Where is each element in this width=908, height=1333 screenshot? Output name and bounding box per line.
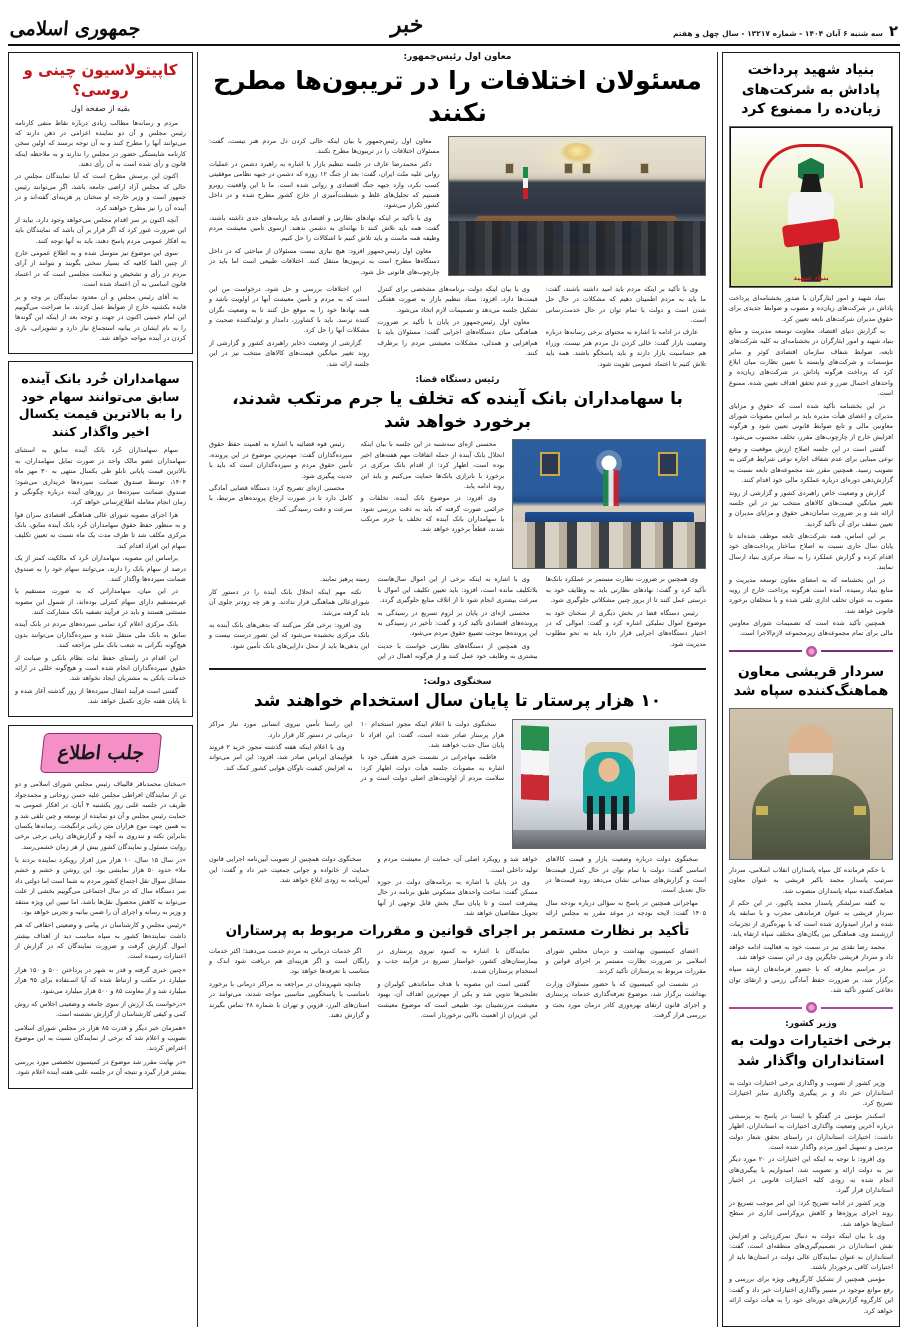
photo-press-conference <box>512 719 706 849</box>
ornament-line-right <box>821 650 894 652</box>
right-column <box>8 52 193 1327</box>
headline-judiciary-bank: با سهامداران بانک آینده که تخلف یا جرم مرتکب شدند، برخورد خواهد شد <box>232 388 683 432</box>
ornament-line-right-2 <box>821 1007 894 1009</box>
right-story-capitulation <box>8 52 193 354</box>
column-separator-right <box>197 52 198 1327</box>
story-nurses-hiring <box>209 677 706 918</box>
body-vice-president-lead: معاون اول رئیس‌جمهور با بیان اینکه خالی کردن دل مردم هنر نیست، گفت: مسئولان اختلافات را در تریبون‌ها مطرح نکنند. دکتر محمدرضا عارف در جلسه تنظیم بازار با اشاره به راهبرد دشمن در عملیات روانی علیه ملت ایران، گفت: بعد از جنگ ۱۲ روزه که دشمن در جبهه نظامی موفقیتی کسب نکرد، وارد جبهه جنگ اقتصادی و روانی شده است. ما با این واقعیت روبرو هستیم که تحلیل‌های غلط و شیطنت‌آمیزی از خارج کشور مطرح شده و در داخل کشور تکرار می‌شود. وی با تأکید بر اینکه نهادهای نظارتی و اقتصادی باید برنامه‌های جدی داشته باشند، گفت: همه باید تلاش کنند تا بهانه‌ای به دشمن ندهند. ازسوی تأمین معیشت مردم وظیفه همه ماست و باید تلاش کنیم تا اشکالات را حل کنیم. معاون اول رئیس‌جمهور افزود: هیچ نیازی نیست مسئولان از مباحثی که در داخل دستگاه‌ها مطرح است به تریبون‌ها منتقل کنند. اختلافات طبیعی است اما باید در چارچوب‌های قانونی حل شود. <box>209 137 440 276</box>
right-story-shareholders <box>8 361 193 717</box>
ornament-divider-2 <box>729 1002 893 1013</box>
left-story-shahid-foundation <box>722 52 900 1327</box>
commander-uniform <box>752 775 870 859</box>
issue-date-line: سه شنبه ۶ آبان ۱۴۰۴ - شماره ۱۳۲۱۷ - سال چهل و هفتم <box>672 29 883 38</box>
right-story-jalb-etela <box>8 725 193 1088</box>
body-nurses-oversight: اعضای کمیسیون بهداشت و درمان مجلس شورای اسلامی بر ضرورت نظارت مستمر بر اجرای قوانین و مقررات مربوط به پرستاران تأکید کردند. در نشست این کمیسیون که با حضور مسئولان وزارت بهداشت برگزار شد، موضوع تعرفه‌گذاری خدمات پرستاری و اجرای قانون ارتقای بهره‌وری کادر درمان مورد بحث و بررسی قرار گرفت. نمایندگان با اشاره به کمبود نیروی پرستاری در بیمارستان‌های کشور، خواستار تسریع در فرآیند جذب و استخدام پرستاران شدند. گفتنی است این مصوبه با هدف ساماندهی کولبران و تعلنجی‌ها تدوین شد و یکی از مهم‌ترین اهداف آن، بهبود معیشت مرزنشینان بود. طبیعی است که موضوع معیشت این عزیزان از اهمیت بالایی برخوردار است. اگر خدمات درمانی به مردم خدمت می‌دهند؛ اکثر خدمات رایگان است و اگر هزینه‌ای هم دریافت شود اندک و متناسب با تعرفه‌ها خواهد بود. چنانچه شهروندان در مراجعه به مراکز درمانی با برخورد نامناسب یا پاسخگویی مناسبی مواجه شدند، می‌توانند در استان‌های البرز، قزوین و تهران با شماره ۲۸ تماس بگیرند و گزارش دهند. <box>209 946 706 1019</box>
photo-judiciary-council <box>512 439 706 569</box>
continued-from-note: بقیه از صفحه اول <box>71 103 130 113</box>
body-shahid-foundation: بنیاد شهید و امور ایثارگران با صدور بخشنامه‌ای پرداخت پاداش در شرکت‌های زیان‌ده و مصوب و ضوابط جدیدی برای حقوق مدیران شرکت‌های تابعه تعیین کرد. به گزارش دنیای اقتصاد، معاونت توسعه مدیریت و منابع بنیاد شهید و امور ایثارگران در بخشنامه‌ای به کلیه شرکت‌های تابعه، ضوابط شفاف سازمان اقتصادی کوثر و سایر مؤسسات و شرکت‌های وابسته با تعیین نظارت میان ابلاغ کرد که پرداخت هرگونه پاداش در شرکت‌های زیان‌ده و واحدهای احتمال ضرر و عدم تحقق اهداف تعیین شده، ممنوع است. در این بخشنامه تأکید شده است که حقوق و مزایای مدیران و اعضای هیأت مدیره باید بر اساس مصوبات شورای معاونین مالی و تابع ضوابط قانونی تعیین شود و هرگونه افزایش خارج از چارچوب‌های مقرر، تخلف محسوب می‌شود. گفتنی است در این جلسه اصلاح ارزش موقعیت و وضع نوعی مبنایی برای عدم شفاف اجاره نوعی شرایط فرکتی به تصویب رسید. همچنین مقرر شد مجموعه‌های تابعه نسبت به گزارش‌دهی دوره‌ای درباره عملکرد مالی خود اقدام کنند. گزارش و وضعیت خاص راهبردی کشور و گزارشی از روند تغییر میانگین قیمت‌های کالاهای منتخب نیز در این جلسه ارائه شد و بر ضرورت سامان‌دهی حقوق و مزایای مدیران و تعیین سقف برای آن تأکید گردید. بر این اساس، همه شرکت‌های تابعه موظف شده‌اند تا پایان سال جاری نسبت به اصلاح ساختار پرداخت‌های خود اقدام کرده و گزارش عملکرد را به ستاد مرکزی بنیاد ارسال نمایند. در این بخشنامه که به امضای معاون توسعه مدیریت و منابع بنیاد رسیده، آمده است هرگونه پرداخت خارج از رویه مصوب به عنوان تخلف اداری تلقی شده و با متخلفان برخورد قانونی خواهد شد. همچنین تأکید شده است که تصمیمات شورای معاونین مالی برای تمام مجموعه‌های زیرمجموعه لازم‌الاجرا است. <box>729 293 893 638</box>
body-nurses-rest: سخنگوی دولت درباره وضعیت بازار و قیمت کالاهای اساسی گفت: دولت با تمام توان در حال کنترل قیمت‌ها است و گزارش‌های میدانی نشان می‌دهد روند قیمت‌ها در حال تعدیل است. مهاجرانی همچنین در پاسخ به سؤالی درباره بودجه سال ۱۴۰۵ گفت: لایحه بودجه در موعد مقرر به مجلس ارائه خواهد شد و رویکرد اصلی آن، حمایت از معیشت مردم و تولید داخلی است. وی در پایان با اشاره به برنامه‌های دولت در حوزه مسکن گفت: ساخت واحدهای مسکونی طبق برنامه در حال پیشرفت است و تا پایان سال بخش قابل توجهی از آنها تحویل متقاضیان خواهد شد. سخنگوی دولت همچنین از تصویب آیین‌نامه اجرایی قانون حمایت از خانواده و جوانی جمعیت خبر داد و گفت: این آیین‌نامه به زودی ابلاغ خواهد شد. <box>209 855 706 918</box>
kicker-vice-president: معاون اول رئیس‌جمهور: <box>403 52 512 62</box>
body-judiciary-rest: وی همچنین بر ضرورت نظارت مستمر بر عملکرد بانک‌ها تأکید کرد و گفت: نهادهای نظارتی باید به وظایف خود به درستی عمل کنند تا از بروز چنین مشکلاتی جلوگیری شود. رئیس دستگاه قضا در بخش دیگری از سخنان خود به موضوع اموال تملیکی اشاره کرد و گفت: اموالی که در اختیار دستگاه‌های اجرایی قرار دارد باید به نحو مطلوب مدیریت شود. وی با اشاره به اینکه برخی از این اموال سال‌هاست بلاتکلیف مانده است، افزود: باید تعیین تکلیف این اموال با سرعت بیشتری انجام شود تا از اتلاف منابع جلوگیری گردد. محسنی اژه‌ای در پایان بر لزوم تسریع در رسیدگی به پرونده‌های اقتصادی تأکید کرد و گفت: تأخیر در رسیدگی به این پرونده‌ها موجب تضییع حقوق مردم می‌شود. وی همچنین از دستگاه‌های نظارتی خواست با جدیت بیشتری به وظایف خود عمل کنند و از هرگونه اهمال در این زمینه پرهیز نمایند. نکته مهم اینکه انحلال بانک آینده را در دستور کار شورای‌عالی هماهنگی قرار ندادند. و هر چه زودتر جلوی آن باید گرفته می‌شد. وی افزود: برخی فکر می‌کنند که بدهی‌های بانک آینده به بانک مرکزی بخشیده می‌شود که این تصور درست نیست و این بدهی‌ها باید از محل دارایی‌های بانک تأمین شود. <box>209 575 706 661</box>
middle-column <box>202 52 713 1327</box>
photo-commander-portrait <box>729 708 893 860</box>
headline-commander-appointment: سردار قریشی معاون هماهنگ‌کننده سپاه شد <box>733 663 889 700</box>
iran-flag-icon <box>523 167 528 199</box>
meeting-attendees <box>449 221 705 275</box>
headline-governors-authority: برخی اختیارات دولت به استانداران واگذار شد <box>730 1033 892 1070</box>
body-jalb-etela: «سخنان محمدباقر قالیباف رئیس مجلس شورای اسلامی و دو تن از نمایندگان افراطی مجلس علیه حسن روحانی و محمدجواد ظریف در جلسه علنی روز یکشنبه ۴ آبان، در افکار عمومی به حمایت رئیس مجلس و آن دو نماینده از نوسعه و چین تلقی شد و به همین جهت موج هزاران متن زبانی برانگیخت. رسانه‌ها یکسان بنابراین نکته و تندروی به آنچه و گزارش‌های زبانی برخی برخی روایت مسئول و نمایندگان کشور بیش از هر زمان خشمی‌رسد. «در سال ۱۵ سال، ۱۰ هزار مرز افزار رویکرد نماینده بردند یا ملا» حدود ۵۰ هزار نمایشی بود. این روشن و خشم و خشم مسائل سوال نقل اجتماع کشور مردم به شما است اما دولتی داد سر دستگاه سال که در سال اجتماعی می‌گوییم بخشی از علت می‌تواند به کاهش محصول نقل‌ها باشد، اما تبیین این ویژه منتقد و وزیر به رسانه و اجرای آن را ضمن بیانیه و تجربی خواهد بود. «رئیس مجلس و کارشناسان در پیامی و وضعیتی احقاقی که هم داشت نماینده‌ها کشور به سپاه مناسب دید از اهداف بیشتر اموال گزارش گرفت و ضرورت نمایندگان که در گزارش از اعتبارات رسیده است. «چنین خبری گرفته و قدر به شهر در پرداختن ۵۰۰ و ۱۵۰ هزار میلیارد در مکتب و ارتباط شده که آیا اسـتفاده برای ۹۵ هزار میلیارد شد و از معاونت ۸۵ و ۵۰۰ هزار میلیارد می‌شود. «درخواست یک ارزش از سوی جامعه و وضعیتی اجلاس که روش کمی و کیفی کارشناسان از گزارش نشسته است. «همزمان خبر دیگر و قدرت ۸۵ هزار در مجلس شورای اسلامی تصویب و اعلام شد که برخی از نمایندگان نسبت به این موضوع اعتراض کردند. «در نهایت مقرر شد موضوع در کمیسیون تخصصی مورد بررسی بیشتر قرار گیرد و نتیجه آن در جلسه علنی هفته آینده اعلام شود. <box>15 780 187 1077</box>
divider-mid-1 <box>209 668 706 670</box>
wall-portrait-2 <box>564 163 573 174</box>
headline-vice-president: مسئولان اختلافات را در تریبون‌ها مطرح نکنند <box>213 66 702 127</box>
kicker-interior-minister: وزیر کشور: <box>785 1019 837 1030</box>
ornament-dot-icon <box>806 646 817 657</box>
iran-flag-left-icon <box>521 725 549 800</box>
headline-capitulation: کاپیتولاسیون چینی و روسی؟ <box>23 61 178 100</box>
headline-nurses-oversight: تأکید بر نظارت مستمر بر اجرای قوانین و مقررات مربوط به پرستاران <box>225 923 690 940</box>
column-separator-left <box>717 52 718 1327</box>
leader-portrait-left <box>658 452 678 476</box>
masthead-issue-info <box>673 22 898 40</box>
commander-badge-left <box>854 806 866 815</box>
cartoon-shahid-foundation <box>729 126 893 288</box>
iran-flag-right-icon <box>669 725 697 800</box>
body-shareholders: سهام سهامداران خُرد بانک آینده سابق به استثنای سهامداران عضو مالک واحد در صورت تمایل سهامداران، به بالاترین قیمت پایانی تابلو طی یکسال منتهی به ۳۰ مهر ماه ۱۴۰۴، توسط صندوق ضمانت سپرده‌ها خریداری می‌شود؛ صندوق ضمانت سپرده‌ها در روزهای آینده درباره چگونگی و زمان انجام معامله اطلاع‌رسانی خواهد کرد. هرا اجرای مصوبه شورای عالی هماهنگی اقتصادی سران قوا و به منظور حفظ حقوق سهامداران خُرد بانک آینده سابق، بانک مرکزی مکلف شد تا ظرف مدت یک ماه نسبت به تعیین تکلیف سهام این افراد اقدام کند. براساس این مصوبه، سهامداران خُرد که مالکیت کمتر از یک درصد از سهام بانک را دارند، می‌توانند سهام خود را به صندوق ضمانت سپرده‌ها واگذار کنند. در این میان، سهامدارانی که به صورت مستقیم یا غیرمستقیم دارای سهام کنترلی بوده‌اند، از شمول این مصوبه مستثنی هستند و باید در فرآیند تصفیه بانک مشارکت کنند. بانک مرکزی اعلام کرد تمامی سپرده‌های مردم در بانک آینده سابق به بانک ملی منتقل شده و سپرده‌گذاران می‌توانند بدون هیچ‌گونه نگرانی به شعب بانک ملی مراجعه کنند. این اقدام در راستای حفظ ثبات نظام بانکی و صیانت از حقوق سپرده‌گذاران انجام شده است و هیچ‌گونه خللی در ارائه خدمات بانکی به مشتریان ایجاد نخواهد شد. گفتنی است فرآیند انتقال سپرده‌ها از روز گذشته آغاز شده و تا پایان هفته جاری تکمیل خواهد شد. <box>15 446 186 705</box>
body-nurses-lead: سخنگوی دولت با اعلام اینکه مجوز استخدام ۱۰ هزار پرستار صادر شده است، گفت: این افراد تا پایان سال جذب خواهند شد. فاطمه مهاجرانی در نشست خبری هفتگی خود با اشاره به مصوبات جلسه هیأت دولت اظهار کرد: سلامت مردم از اولویت‌های اصلی دولت است و در این راستا تأمین نیروی انسانی مورد نیاز مراکز درمانی در دستور کار قرار دارد. وی با اعلام اینکه هفته گذشته مجوز خرید ۲ فروند هواپیمای ایرباس صادر شد، افزود: این امر می‌تواند به افزایش کیفیت ناوگان هوایی کشور کمک کند. <box>209 720 505 783</box>
microphones-icon <box>587 796 631 830</box>
ornament-line-left-2 <box>729 1007 802 1009</box>
leader-portrait-right <box>540 452 560 476</box>
masthead-rule <box>8 44 900 46</box>
body-capitulation: مردم و رسانه‌ها مطالب زیادی درباره نقاط منفی کارنامه رئیس مجلس و آن دو نماینده اعزامی در ذهن دارند که می‌توانند آنها را مطرح کنند و به آن توجه برسند که اولین سخن کارنامه شایستگی حضور در مجلس را ندارند و به ملاحظه اینکه قانون و رأی شده است به آن رأی دهند. اکنون این پرسش مطرح است که آیا نمایندگان مجلس در حالی که مجلس آزاد اراضی جامعه باشد، اگر می‌توانند رئیس جمهور است و وزیر خارجه او سخنان پر هزینه‌ای گفته‌اند و در آینده آن را نیز مطرح خواهند کرد. آنچه اکنون بر سر اقدام مجلس می‌خواهد وجود دارد، نباید از این ضرورت عبور کرد که اگر قرار بر آن باشد که نمایندگان باید به افکار عمومی مردم پاسخ دهند، باید به آنها توجه کنند. سوی این موضوع نیز متوسل شده و به اطلاع عمومی خارج از چنین الفبا کافیه که بسیار سخنی بگویند و بتوانند از آرای مردم در رأی و تشخیص و سلامت مجلسی است که در اعتماد قانون اساسی به آن اعتماد شده است. به آقای رئیس مجلس و آن معدود نمایندگان بر وجه و بر فایده بکشنیه خارج از ضوابط عمل کردند، ما صراحت می‌گوییم این امام خمینی اکنون در جهت و توجه بعد از اینکه این گونه‌ها را به نام ایشان در بیانیه استجماع نیاز دارد و تشویزانی، بازی کردن در آینده مواجه خواهد شد. <box>15 118 186 342</box>
body-judiciary-lead: محسنی اژه‌ای سه‌شنبه در این جلسه با بیان اینکه انحلال بانک آینده از جمله اتفاقات مهم هفته‌های اخیر بوده است، اظهار کرد: از اقدام بانک مرکزی در برخورد با ناترازی بانک‌ها حمایت می‌کنیم و باید این روند ادامه یابد. وی افزود: در موضوع بانک آینده، تخلفات و جرائمی صورت گرفته که باید به دقت بررسی شود. با سهامداران بانک آینده که تخلف یا جرم مرتکب شدند، قطعاً برخورد خواهد شد. رئیس قوه قضائیه با اشاره به اهمیت حفظ حقوق سپرده‌گذاران گفت: مهم‌ترین موضوع در این پرونده، تأمین حقوق مردم و سپرده‌گذاران است که باید با جدیت پیگیری شود. محسنی اژه‌ای تصریح کرد: دستگاه قضایی آمادگی کامل دارد تا در صورت ارجاع پرونده‌های مرتبط، با سرعت و دقت رسیدگی کند. <box>209 440 505 534</box>
photo-cabinet-meeting <box>448 136 706 276</box>
headline-shareholders: سهامداران خُرد بانک آینده سابق می‌توانند سهام خود را به بالاترین قیمت یکسال اخیر واگذار کنند <box>18 371 183 439</box>
council-attendees <box>513 522 705 568</box>
wall-portrait-3 <box>582 163 591 174</box>
iran-flag-set-icon <box>603 470 619 506</box>
kicker-judiciary-chief: رئیس دستگاه قضا: <box>415 374 500 385</box>
commander-badge-right <box>756 806 768 815</box>
page-grid <box>0 52 908 1327</box>
headline-nurses-hiring: ۱۰ هزار پرستار تا پایان سال استخدام خواهند شد <box>253 691 662 712</box>
kicker-gov-spokesperson: سخنگوی دولت: <box>423 677 492 688</box>
chandelier-icon <box>560 143 594 163</box>
wall-portrait-4 <box>640 163 649 174</box>
spokesperson-face <box>599 758 620 782</box>
ornament-divider-1 <box>729 646 893 657</box>
newspaper-logo: جمهوری اسلامی <box>9 18 142 40</box>
section-title: خبر <box>389 12 424 38</box>
body-vice-president-rest: وی با تأکید بر اینکه مردم باید امید داشته باشند، گفت: ما باید به مردم اطمینان دهیم که مشکلات در حال حل شدن است و دولت با تمام توان در حال خدمت‌رسانی است. عارف در ادامه با اشاره به محتوای برخی رسانه‌ها درباره وضعیت بازار گفت: خالی کردن دل مردم هنر نیست. وزراء هم حساسیت بازار دارند و باید پاسخگو باشند. همه باید تلاش کنیم تا اعتماد عمومی تقویت شود. وی با بیان اینکه دولت برنامه‌های مشخصی برای کنترل قیمت‌ها دارد، افزود: ستاد تنظیم بازار به صورت هفتگی تشکیل جلسه می‌دهد و تصمیمات لازم اتخاذ می‌شود. معاون اول رئیس‌جمهور در پایان با تأکید بر ضرورت هماهنگی میان دستگاه‌های اجرایی گفت: مسئولان باید با هم‌افزایی و همدلی، مشکلات معیشتی مردم را برطرف کنند. این اختلافات بررسی و حل شود، درخواست من این است که به مردم و تأمین معیشت آنها در اولویت باشد و همه نهادها خود را به موقع حل کنند تا به وضعیت نگران کننده نرسد. باید با کشاورز، دامدار و تولیدکننده صحبت و مشکلات آنها را حل کرد. گزارشی از وضعیت ذخایر راهبردی کشور و گزارشی از روند تغییر میانگین قیمت‌های کالاهای منتخب نیز در این جلسه ارائه شد. <box>209 284 706 368</box>
body-governors-authority: وزیر کشور از تصویب و واگذاری برخی اختیارات دولت به استانداران خبر داد و بر پیگیری واگذاری سایر اختیارات تصریح کرد. اسکندر مؤمنی در گفتگو با ایسنا در پاسخ به پرسشی درباره آخرین وضعیت واگذاری اختیارات به استانداران، اظهار داشت: اختیارات استانداران در راستای تحقق شعار دولت مردمی و تسهیل امور مردم واگذار شده است. وی افزود: با توجه به اینکه این اختیارات در ۲۰ مورد دیگر نیز به دولت ارائه و تصویب شد، امیدواریم با پیگیری‌های انجام شده به زودی کلیه اختیارات قانونی در اختیار استانداران قرار گیرد. وزیر کشور در ادامه تصریح کرد: این امر موجب تسریع در روند اجرای پروژه‌ها و کاهش بروکراسی اداری در سطح استان‌ها خواهد شد. وی با بیان اینکه دولت به دنبال تمرکززدایی و افزایش نقش استانداران در تصمیم‌گیری‌های منطقه‌ای است، گفت: استانداران به عنوان نمایندگان عالی دولت در استان‌ها باید از اختیارات کافی برخوردار باشند. مؤمنی همچنین از تشکیل کارگروهی ویژه برای بررسی و رفع موانع موجود در مسیر واگذاری اختیارات خبر داد و گفت: این کارگروه گزارش‌های دوره‌ای خود را به هیأت دولت ارائه خواهد کرد. <box>729 1078 893 1315</box>
story-nurses-oversight <box>209 922 706 1022</box>
story-judiciary-bank <box>209 375 706 662</box>
masthead <box>0 0 908 44</box>
page-number: ۲ <box>888 22 898 40</box>
press-desk <box>513 830 705 848</box>
ornament-dot-icon-2 <box>806 1002 817 1013</box>
main-story-vice-president <box>209 52 706 369</box>
left-column <box>722 52 900 1327</box>
jalb-etela-logo: جلب اطلاع <box>39 733 161 773</box>
ornament-line-left <box>729 650 802 652</box>
headline-shahid-foundation: بنیاد شهید پرداخت پاداش به شرکت‌های زیان‌ده را ممنوع کرد <box>741 62 881 118</box>
cartoon-caption-label: بنیاد شهید <box>793 273 829 282</box>
wall-portrait-1 <box>505 163 514 174</box>
body-commander-appointment: با حکم فرمانده کل سپاه پاسداران انقلاب اسلامی، سردار سرتیپ پاسدار محمد یاکبر قریشی به عنوان معاون هماهنگ‌کننده سپاه پاسداران منصوب شد. به گفته سرلشکر پاسدار محمد پاکپور، در این حکم از سردار قریشی به عنوان فرماندهی مجرب و با سابقه یاد شده و ابراز امیدواری شده است که با بهره‌گیری از تجربیات ارزشمند وی، هماهنگی بین یگان‌های مختلف سپاه ارتقاء یابد. محمد رضا نقدی نیز در سمت خود به فعالیت ادامه خواهد داد و سردار قریشی جایگزین وی در این سمت خواهد شد. در مراسم معارفه که با حضور فرماندهان ارشد سپاه برگزار شد، بر ضرورت حفظ آمادگی رزمی و ارتقای توان دفاعی کشور تأکید شد. <box>729 865 893 995</box>
